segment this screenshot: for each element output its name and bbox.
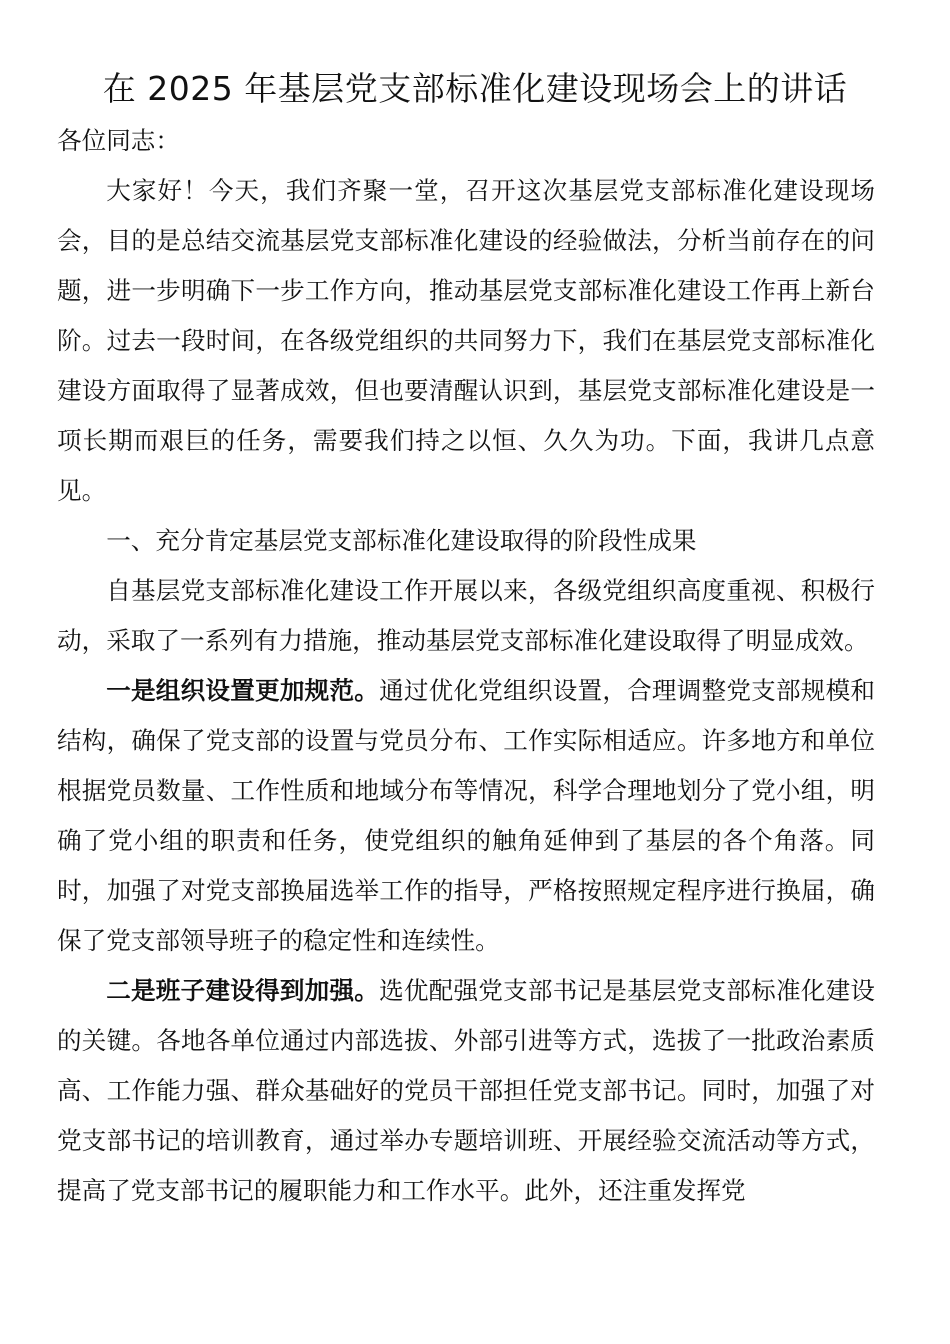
section-1-intro-paragraph: 自基层党支部标准化建设工作开展以来，各级党组织高度重视、积极行动，采取了一系列有力措施，推动基层党支部标准化建设取得了明显成效。 (57, 576, 875, 655)
salutation: 各位同志： (57, 126, 180, 155)
point-2-paragraph (57, 966, 875, 1216)
document-title: 在 2025 年基层党支部标准化建设现场会上的讲话 (102, 69, 848, 108)
section-heading-1: 一、充分肯定基层党支部标准化建设取得的阶段性成果 (106, 526, 697, 555)
document-body (57, 116, 875, 1216)
point-2-text: 选优配强党支部书记是基层党支部标准化建设的关键。各地各单位通过内部选拔、外部引进等方式，选拔了一批政治素质高、工作能力强、群众基础好的党员干部担任党支部书记。同时，加强了对党支部书记的培训教育，通过举办专题培训班、开展经验交流活动等方式，提高了党支部书记的履职能力和工作水平。此外，还注重发挥党 (57, 976, 875, 1205)
intro-paragraph: 大家好！今天，我们齐聚一堂，召开这次基层党支部标准化建设现场会，目的是总结交流基层党支部标准化建设的经验做法，分析当前存在的问题，进一步明确下一步工作方向，推动基层党支部标准化建设工作再上新台阶。过去一段时间，在各级党组织的共同努力下，我们在基层党支部标准化建设方面取得了显著成效，但也要清醒认识到，基层党支部标准化建设是一项长期而艰巨的任务，需要我们持之以恒、久久为功。下面，我讲几点意见。 (57, 176, 875, 505)
point-1-paragraph (57, 666, 875, 966)
point-1-lead: 一是组织设置更加规范。 (106, 676, 380, 705)
point-1-text: 通过优化党组织设置，合理调整党支部规模和结构，确保了党支部的设置与党员分布、工作实际相适应。许多地方和单位根据党员数量、工作性质和地域分布等情况，科学合理地划分了党小组，明确了党小组的职责和任务，使党组织的触角延伸到了基层的各个角落。同时，加强了对党支部换届选举工作的指导，严格按照规定程序进行换届，确保了党支部领导班子的稳定性和连续性。 (57, 676, 875, 955)
point-2-lead: 二是班子建设得到加强。 (106, 976, 380, 1005)
